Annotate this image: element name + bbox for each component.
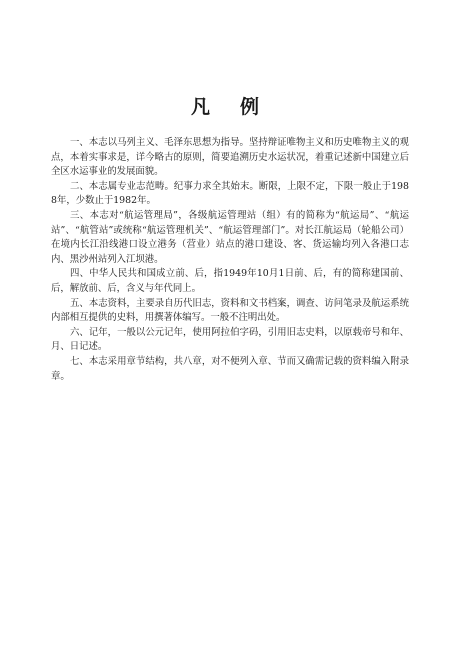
paragraph-scope: 二、本志属专业志范畴。纪事力求全其始末。断限，上限不定，下限一般止于1988年，少数止于1982年。: [51, 180, 409, 207]
page-title: 凡例: [190, 96, 289, 118]
paragraph-dating: 六、记年，一般以公元记年，使用阿拉伯字码，引用旧志史料，以原载帝号和年、月、日记述。: [51, 326, 409, 353]
paragraph-structure: 七、本志采用章节结构，共八章，对不便列入章、节而又确需记载的资料编入附录章。: [51, 355, 409, 382]
paragraph-sources: 五、本志资料，主要录自历代旧志，资料和文书档案，调查、访问笔录及航运系统内部相互提供的史料，用撰著体编写。一般不注明出处。: [51, 297, 409, 324]
paragraph-guidance: 一、本志以马列主义、毛泽东思想为指导。坚持辩证唯物主义和历史唯物主义的观点，本着实事求是，详今略古的原则，简要追溯历史水运状况，着重记述新中国建立后全区水运事业的发展面貌。: [51, 137, 409, 178]
paragraph-abbreviations: 三、本志对“航运管理局”，各级航运管理站（组）有的简称为“航运局”、“航运站”、“航管站”或统称“航运管理机关”、“航运管理部门”。对长江航运局（轮船公司）在境内长江沿线港口设立港务（营业）站点的港口建设、客、货运输均列入各港口志内、黑沙州站列入江坝港。: [51, 209, 409, 265]
paragraph-era-terms: 四、中华人民共和国成立前、后，指1949年10月1日前、后，有的简称建国前、后，解放前、后，含义与年代同上。: [51, 268, 409, 294]
document-body: [51, 136, 409, 384]
